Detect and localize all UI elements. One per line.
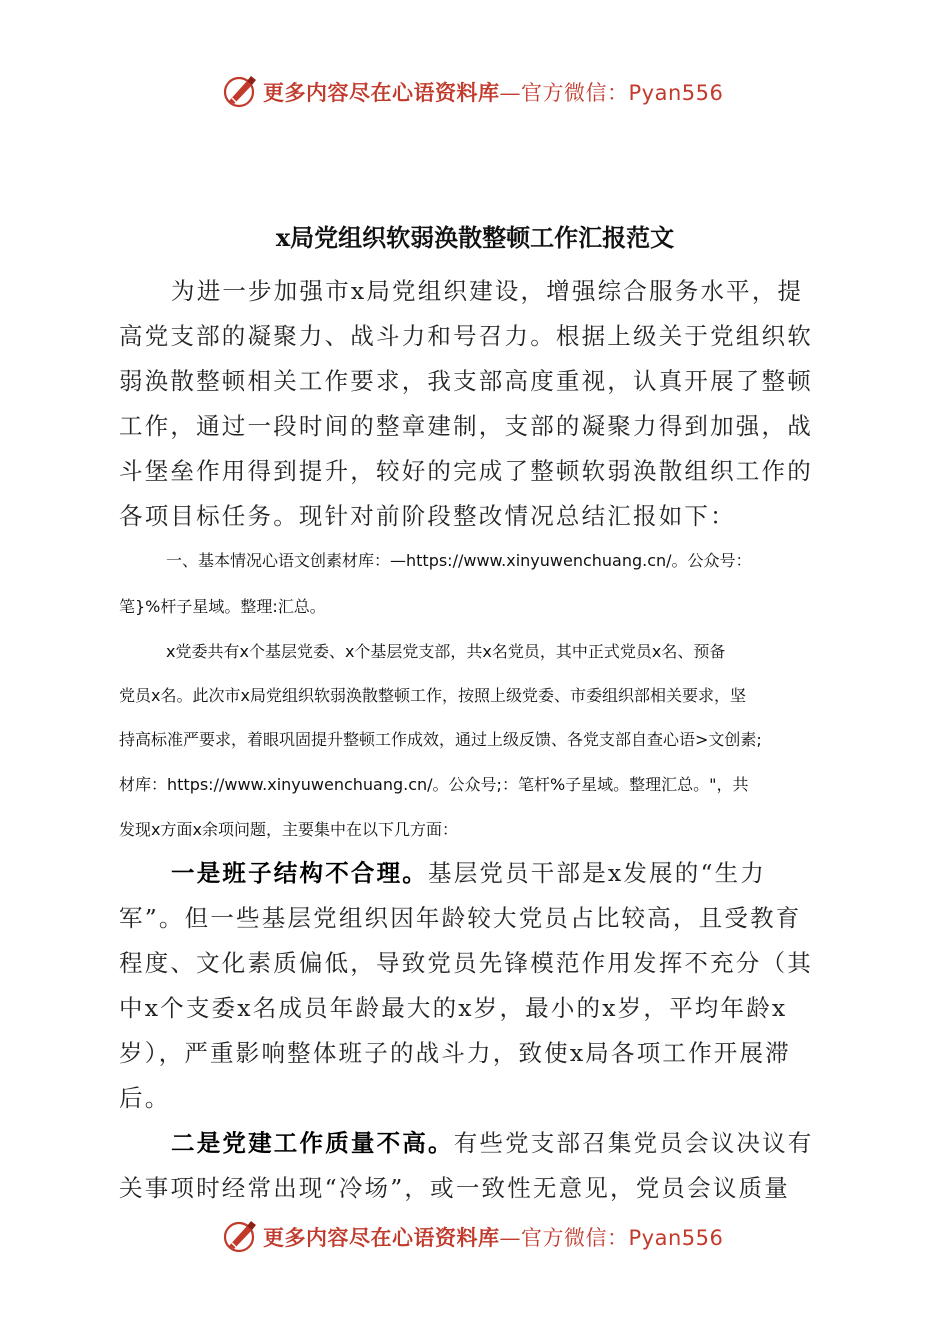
banner-text [263, 77, 723, 107]
basic-line: 笔}%杆子星域。整理:汇总。 [119, 597, 326, 616]
basic-line: 持高标准严要求，着眼巩固提升整顿工作成效，通过上级反馈、各党支部自查心语>文创素; [119, 730, 762, 749]
pen-seal-logo-icon [221, 1216, 261, 1256]
issue1-line [171, 854, 766, 888]
intro-line: 各项目标任务。现针对前阶段整改情况总结汇报如下： [119, 502, 736, 530]
issue1-heading: 一是班子结构不合理。 [171, 859, 428, 887]
basic-line: 材库：https://www.xinyuwenchuang.cn/。公众号;：笔杆%子星域。整理汇总。"，共 [119, 775, 749, 794]
issue1-line: 岁），严重影响整体班子的战斗力，致使x局各项工作开展滞 [119, 1039, 791, 1067]
basic-line: 一、基本情况心语文创素材库：—https://www.xinyuwenchuang.cn/。公众号： [166, 551, 752, 570]
header-banner [0, 67, 950, 117]
banner-main-text: 更多内容尽在心语资料库 [263, 1225, 500, 1250]
issue2-text: 有些党支部召集党员会议决议有 [453, 1129, 814, 1157]
banner-main-text: 更多内容尽在心语资料库 [263, 80, 500, 105]
banner-wechat-label: 官方微信： [521, 1226, 629, 1250]
banner-dash: — [499, 81, 521, 105]
document-title: x局党组织软弱涣散整顿工作汇报范文 [275, 223, 675, 252]
issue2-line [171, 1124, 814, 1158]
pen-seal-logo-icon [221, 71, 261, 111]
intro-line: 工作，通过一段时间的整章建制，支部的凝聚力得到加强，战 [119, 412, 813, 440]
issue1-line: 军”。但一些基层党组织因年龄较大党员占比较高，且受教育 [119, 904, 802, 932]
banner-wechat-label: 官方微信： [521, 81, 629, 105]
issue1-text: 基层党员干部是x发展的“生力 [428, 859, 767, 887]
basic-line: 发现x方面x余项问题，主要集中在以下几方面： [119, 820, 458, 839]
intro-line: 弱涣散整顿相关工作要求，我支部高度重视，认真开展了整顿 [119, 367, 813, 395]
issue2-heading: 二是党建工作质量不高。 [171, 1129, 454, 1157]
issue1-line: 中x个支委x名成员年龄最大的x岁，最小的x岁，平均年龄x [119, 994, 788, 1022]
issue1-line: 后。 [119, 1084, 171, 1112]
intro-line: 斗堡垒作用得到提升，较好的完成了整顿软弱涣散组织工作的 [119, 457, 813, 485]
banner-text [263, 1222, 723, 1252]
banner-wechat-id: Pyan556 [628, 1226, 724, 1250]
footer-banner [0, 1212, 950, 1262]
intro-line: 为进一步加强市x局党组织建设，增强综合服务水平，提 [171, 277, 804, 305]
banner-wechat-id: Pyan556 [628, 81, 724, 105]
issue1-line: 程度、文化素质偏低，导致党员先锋模范作用发挥不充分（其 [119, 949, 813, 977]
issue2-line: 关事项时经常出现“冷场”，或一致性无意见，党员会议质量 [119, 1174, 790, 1202]
basic-line: 党员x名。此次市x局党组织软弱涣散整顿工作，按照上级党委、市委组织部相关要求，坚 [119, 686, 746, 705]
basic-line: x党委共有x个基层党委、x个基层党支部，共x名党员，其中正式党员x名、预备 [166, 642, 726, 661]
banner-dash: — [499, 1226, 521, 1250]
intro-line: 高党支部的凝聚力、战斗力和号召力。根据上级关于党组织软 [119, 322, 813, 350]
